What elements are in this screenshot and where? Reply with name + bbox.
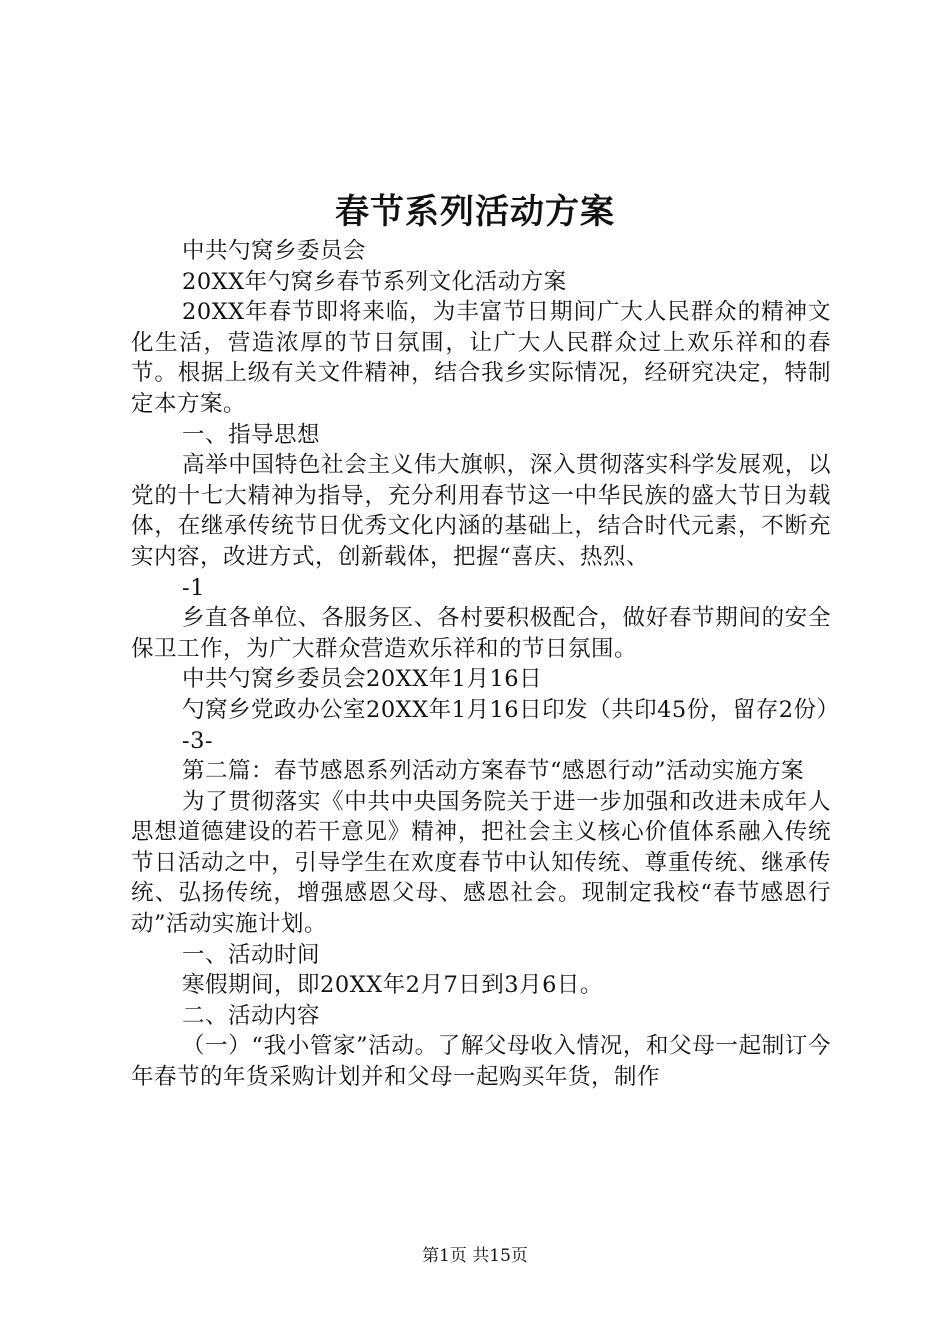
section-heading-activity-time: 一、活动时间	[182, 941, 321, 968]
document-title: 春节系列活动方案	[335, 192, 615, 232]
page-marker-3: -3-	[182, 727, 214, 754]
paragraph-guiding-thought: 高举中国特色社会主义伟大旗帜，深入贯彻落实科学发展观，以党的十七大精神为指导，充分利用春节这一中华民族的盛大节日为载体，在继承传统节日优秀文化内涵的基础上，结合时代元素，不断充实内容，改进方式，创新载体，把握“喜庆、热烈、	[131, 452, 831, 570]
paragraph-signature: 中共勺窝乡委员会20XX年1月16日	[182, 666, 543, 693]
paragraph-purpose: 为了贯彻落实《中共中央国务院关于进一步加强和改进未成年人思想道德建设的若干意见》精神，把社会主义核心价值体系融入传统节日活动之中，引导学生在欢度春节中认知传统、尊重传统、继承传统、弘扬传统，增强感恩父母、感恩社会。现制定我校“春节感恩行动”活动实施计划。	[131, 788, 831, 938]
section-heading-guiding-thought: 一、指导思想	[182, 421, 321, 448]
paragraph-introduction: 20XX年春节即将来临，为丰富节日期间广大人民群众的精神文化生活，营造浓厚的节日氛围，让广大人民群众过上欢乐祥和的春节。根据上级有关文件精神，结合我乡实际情况，经研究决定，特制定本方案。	[131, 299, 831, 417]
paragraph-security: 乡直各单位、各服务区、各村要积极配合，做好春节期间的安全保卫工作，为广大群众营造欢乐祥和的节日氛围。	[131, 605, 831, 662]
paragraph-second-article-title: 第二篇：春节感恩系列活动方案春节“感恩行动”活动实施方案	[182, 758, 805, 785]
section-heading-activity-content: 二、活动内容	[182, 1002, 321, 1029]
paragraph-activity-time: 寒假期间，即20XX年2月7日到3月6日。	[182, 972, 603, 999]
document-body	[131, 236, 840, 1093]
page-footer: 第1页 共15页	[422, 1246, 528, 1266]
paragraph-plan-heading: 20XX年勺窝乡春节系列文化活动方案	[182, 268, 567, 295]
paragraph-party-committee: 中共勺窝乡委员会	[182, 238, 367, 264]
page-marker-1: -1	[182, 574, 205, 601]
paragraph-activity-one: （一）“我小管家”活动。了解父母收入情况，和父母一起制订今年春节的年货采购计划并和父母一起购买年货，制作	[131, 1033, 831, 1091]
paragraph-issued-by: 勺窝乡党政办公室20XX年1月16日印发（共印45份，留存2份）	[182, 696, 840, 723]
